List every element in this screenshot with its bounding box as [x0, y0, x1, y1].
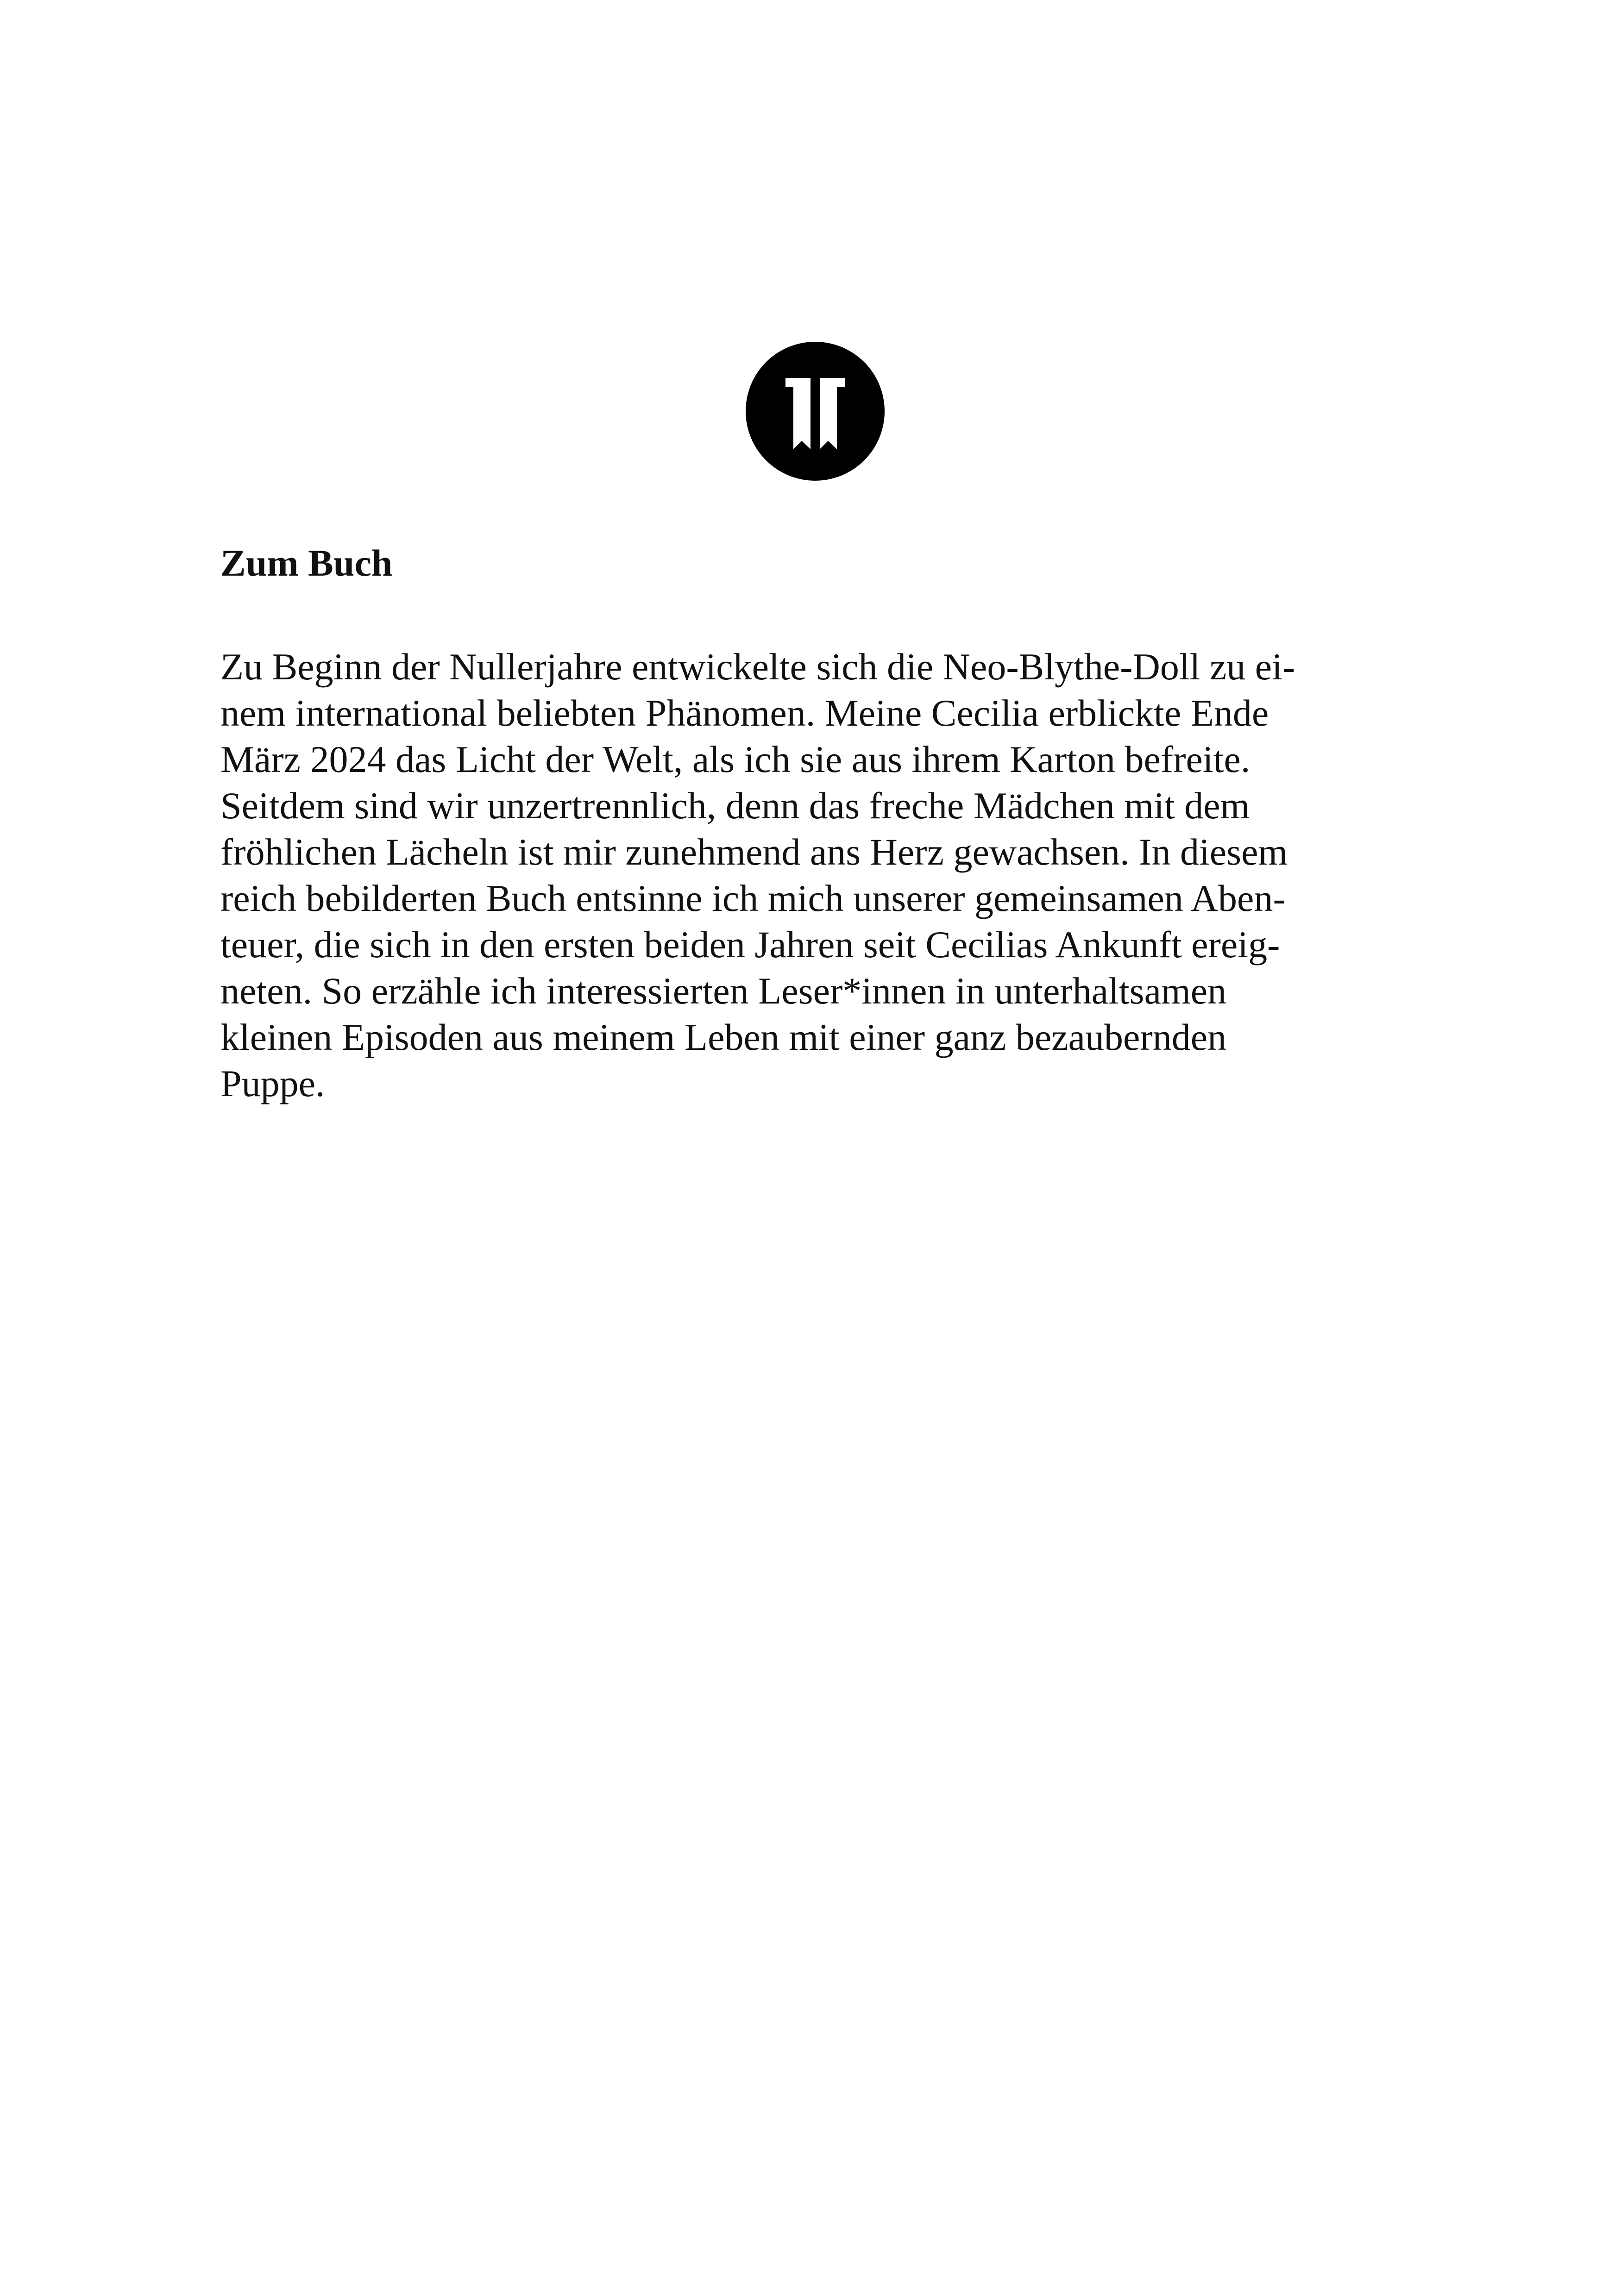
description-line: nem international beliebten Phänomen. Meine Cecilia erblickte Ende: [220, 692, 1269, 734]
publisher-logo-icon: [746, 342, 885, 481]
description-line: Seitdem sind wir unzertrennlich, denn das freche Mädchen mit dem: [220, 784, 1250, 827]
description-line: Puppe.: [220, 1062, 325, 1104]
description-line: März 2024 das Licht der Welt, als ich sie aus ihrem Karton befreite.: [220, 738, 1250, 780]
description-line: kleinen Episoden aus meinem Leben mit einer ganz bezaubernden: [220, 1016, 1227, 1058]
description-line: fröhlichen Lächeln ist mir zunehmend ans Herz gewachsen. In diesem: [220, 831, 1288, 873]
description-line: reich bebilderten Buch entsinne ich mich unserer gemeinsamen Aben-: [220, 877, 1286, 919]
description-line: teuer, die sich in den ersten beiden Jahren seit Cecilias Ankunft ereig-: [220, 923, 1280, 966]
section-heading: Zum Buch: [220, 542, 393, 584]
description-line: neten. So erzähle ich interessierten Leser*innen in unterhaltsamen: [220, 970, 1227, 1012]
book-description: [220, 644, 1415, 1107]
description-line: Zu Beginn der Nullerjahre entwickelte sich die Neo-Blythe-Doll zu ei-: [220, 646, 1295, 688]
